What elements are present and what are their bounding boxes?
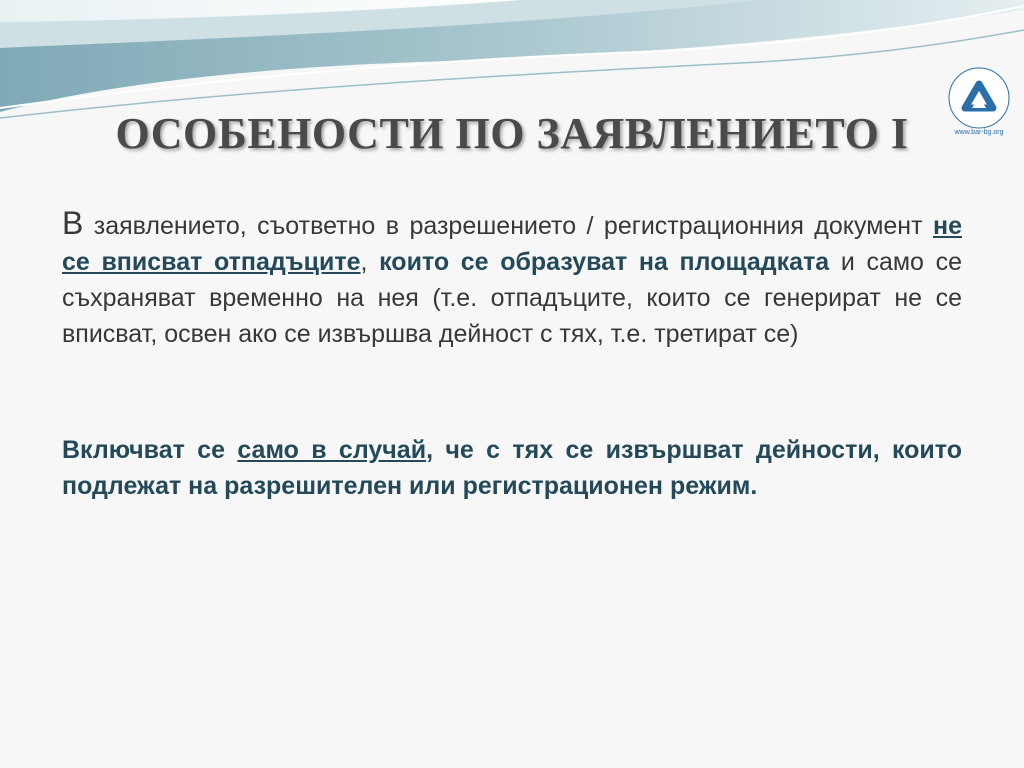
paragraph-1 xyxy=(62,205,962,352)
paragraph-1-first-letter: В xyxy=(62,205,84,241)
paragraph-1-text-c: и само се съхраняват временно на нея (т.е. отпадъците, които се генерират не се вписват, освен ако се извършва дейност с тях, т.е. третират се) xyxy=(62,248,962,348)
paragraph-2-emphasis-underlined: само в случай xyxy=(237,436,427,464)
paragraph-2-text-a: Включват се xyxy=(62,436,238,464)
paragraph-2 xyxy=(62,432,962,504)
paragraph-1-text-a: заявлението, съответно в разрешението / регистрационния документ xyxy=(83,212,933,240)
slide-title: ОСОБЕНОСТИ ПО ЗАЯВЛЕНИЕТО I xyxy=(115,109,909,158)
paragraph-1-text-b: , xyxy=(360,248,380,276)
paragraph-1-emphasis: които се образуват на площадката xyxy=(379,248,830,276)
paragraph-1-emphasis-underlined: не се вписват отпадъците xyxy=(62,212,962,276)
svg-text:www.bar-bg.org: www.bar-bg.org xyxy=(954,129,1004,136)
paragraph-2-text-b: , че с тях се извършват дейности, които подлежат на разрешителен или регистрационен режим. xyxy=(62,436,962,500)
